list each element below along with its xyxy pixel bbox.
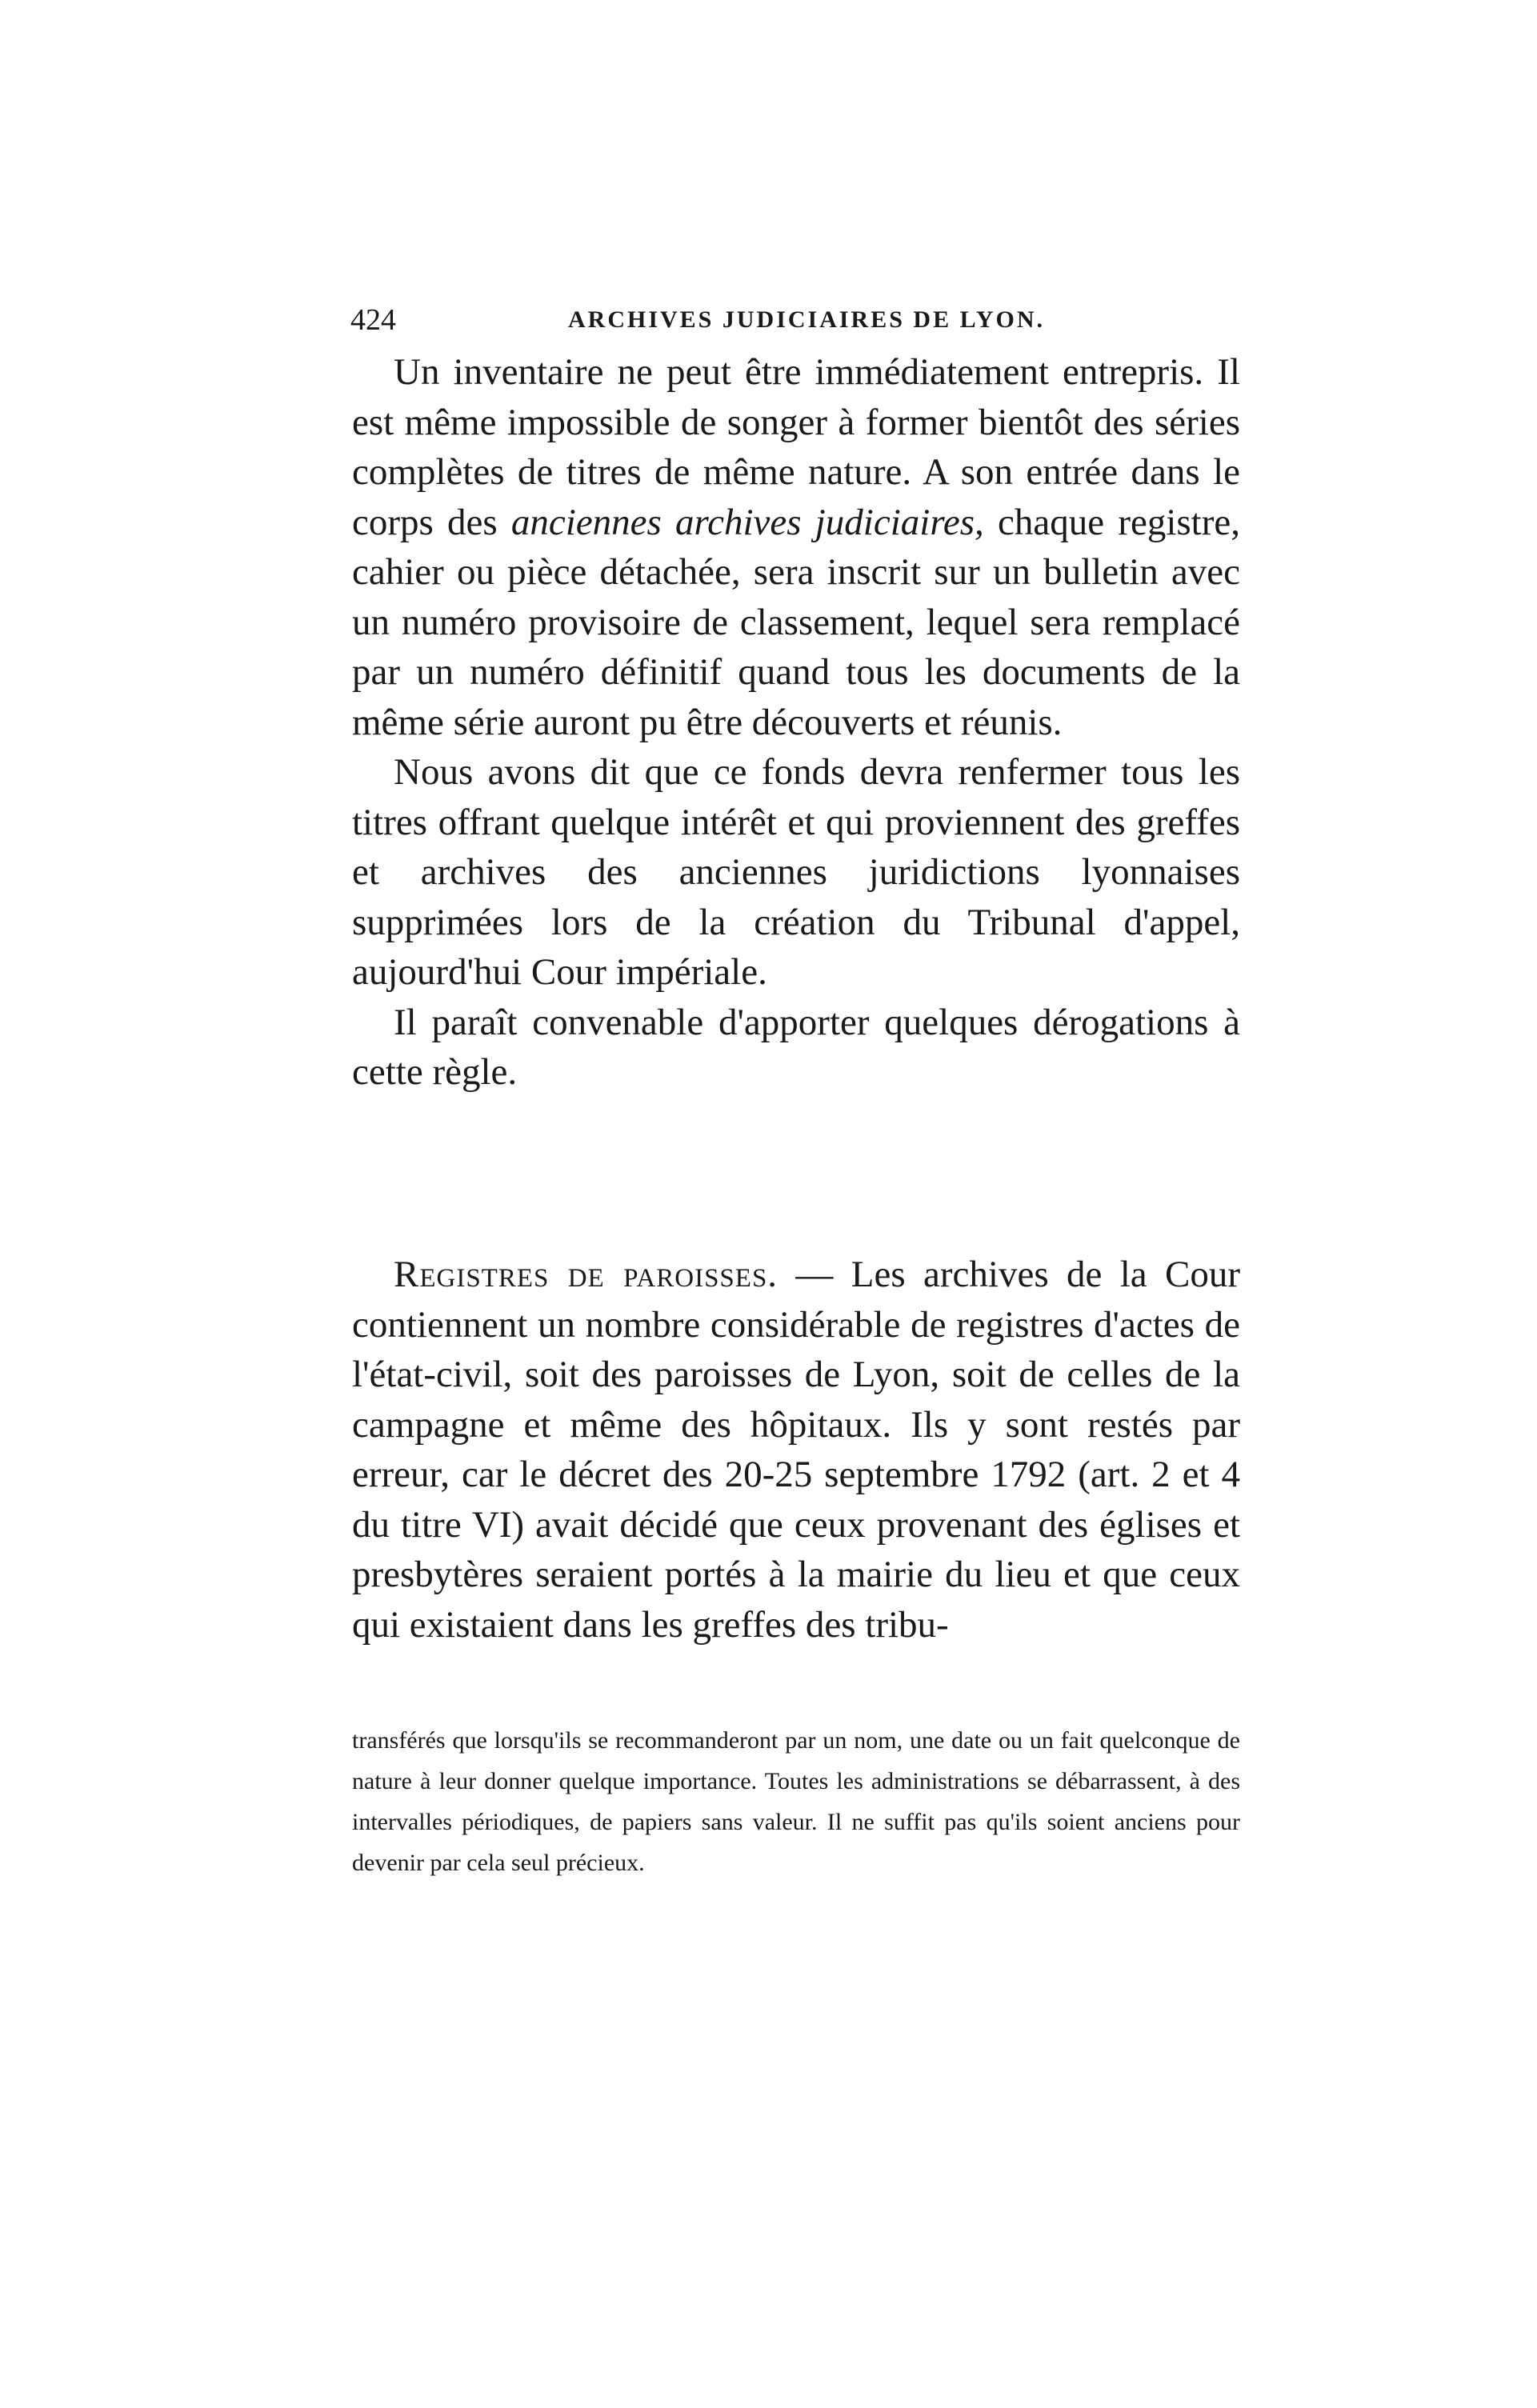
paragraph-inventory [352,347,1240,747]
paragraph-text: Les archives de la Cour contiennent un nombre considérable de registres d'actes de l'état-civil, soit des paroisses de Lyon, soit de celles de la campagne et même des hôpitaux. Ils y sont restés par erreur, car le décret des 20-25 septembre 1792 (art. 2 et 4 du titre VI) avait décidé que ceux provenant des églises et presbytères seraient portés à la mairie du lieu et que ceux qui existaient dans les greffes des tribu- [352,1254,1240,1646]
paragraph-registres [352,1250,1240,1650]
footnote: transférés que lorsqu'ils se recommanderont par un nom, une date ou un fait quelconque de nature à leur donner quelque importance. Toutes les administrations se débarrassent, à des intervalles périodiques, de papiers sans valeur. Il ne suffit pas qu'ils soient anciens pour devenir par cela seul précieux. [352,1727,1240,1876]
running-header [350,298,1240,342]
main-text-block-2 [352,1250,1240,1650]
paragraph-derogations: Il paraît convenable d'apporter quelques dérogations à cette règle. [352,1001,1240,1093]
section-heading: Registres de paroisses. [394,1254,779,1295]
paragraph-text: Un inventaire ne peut être immédiatement entrepris. Il est même impossible de songer à former bientôt des séries complètes de titres de même nature. A son entrée dans le corps des [352,351,1240,543]
paragraph-fonds: Nous avons dit que ce fonds devra renfermer tous les titres offrant quelque intérêt et qui proviennent des greffes et archives des anciennes juridictions lyonnaises supprimées lors de la création du Tribunal d'appel, aujourd'hui Cour impériale. [352,751,1240,993]
page-number: 424 [350,303,396,337]
main-text-block-1 [352,347,1240,1098]
running-title: ARCHIVES JUDICIAIRES DE LYON. [568,306,1046,333]
heading-dash: — [778,1254,851,1295]
paragraph-text: chaque registre, cahier ou pièce détachée, sera inscrit sur un bulletin avec un numéro provisoire de classement, lequel sera remplacé par un numéro définitif quand tous les documents de la même série auront pu être découverts et réunis. [352,501,1240,743]
italic-phrase: anciennes archives judiciaires, [510,501,984,543]
